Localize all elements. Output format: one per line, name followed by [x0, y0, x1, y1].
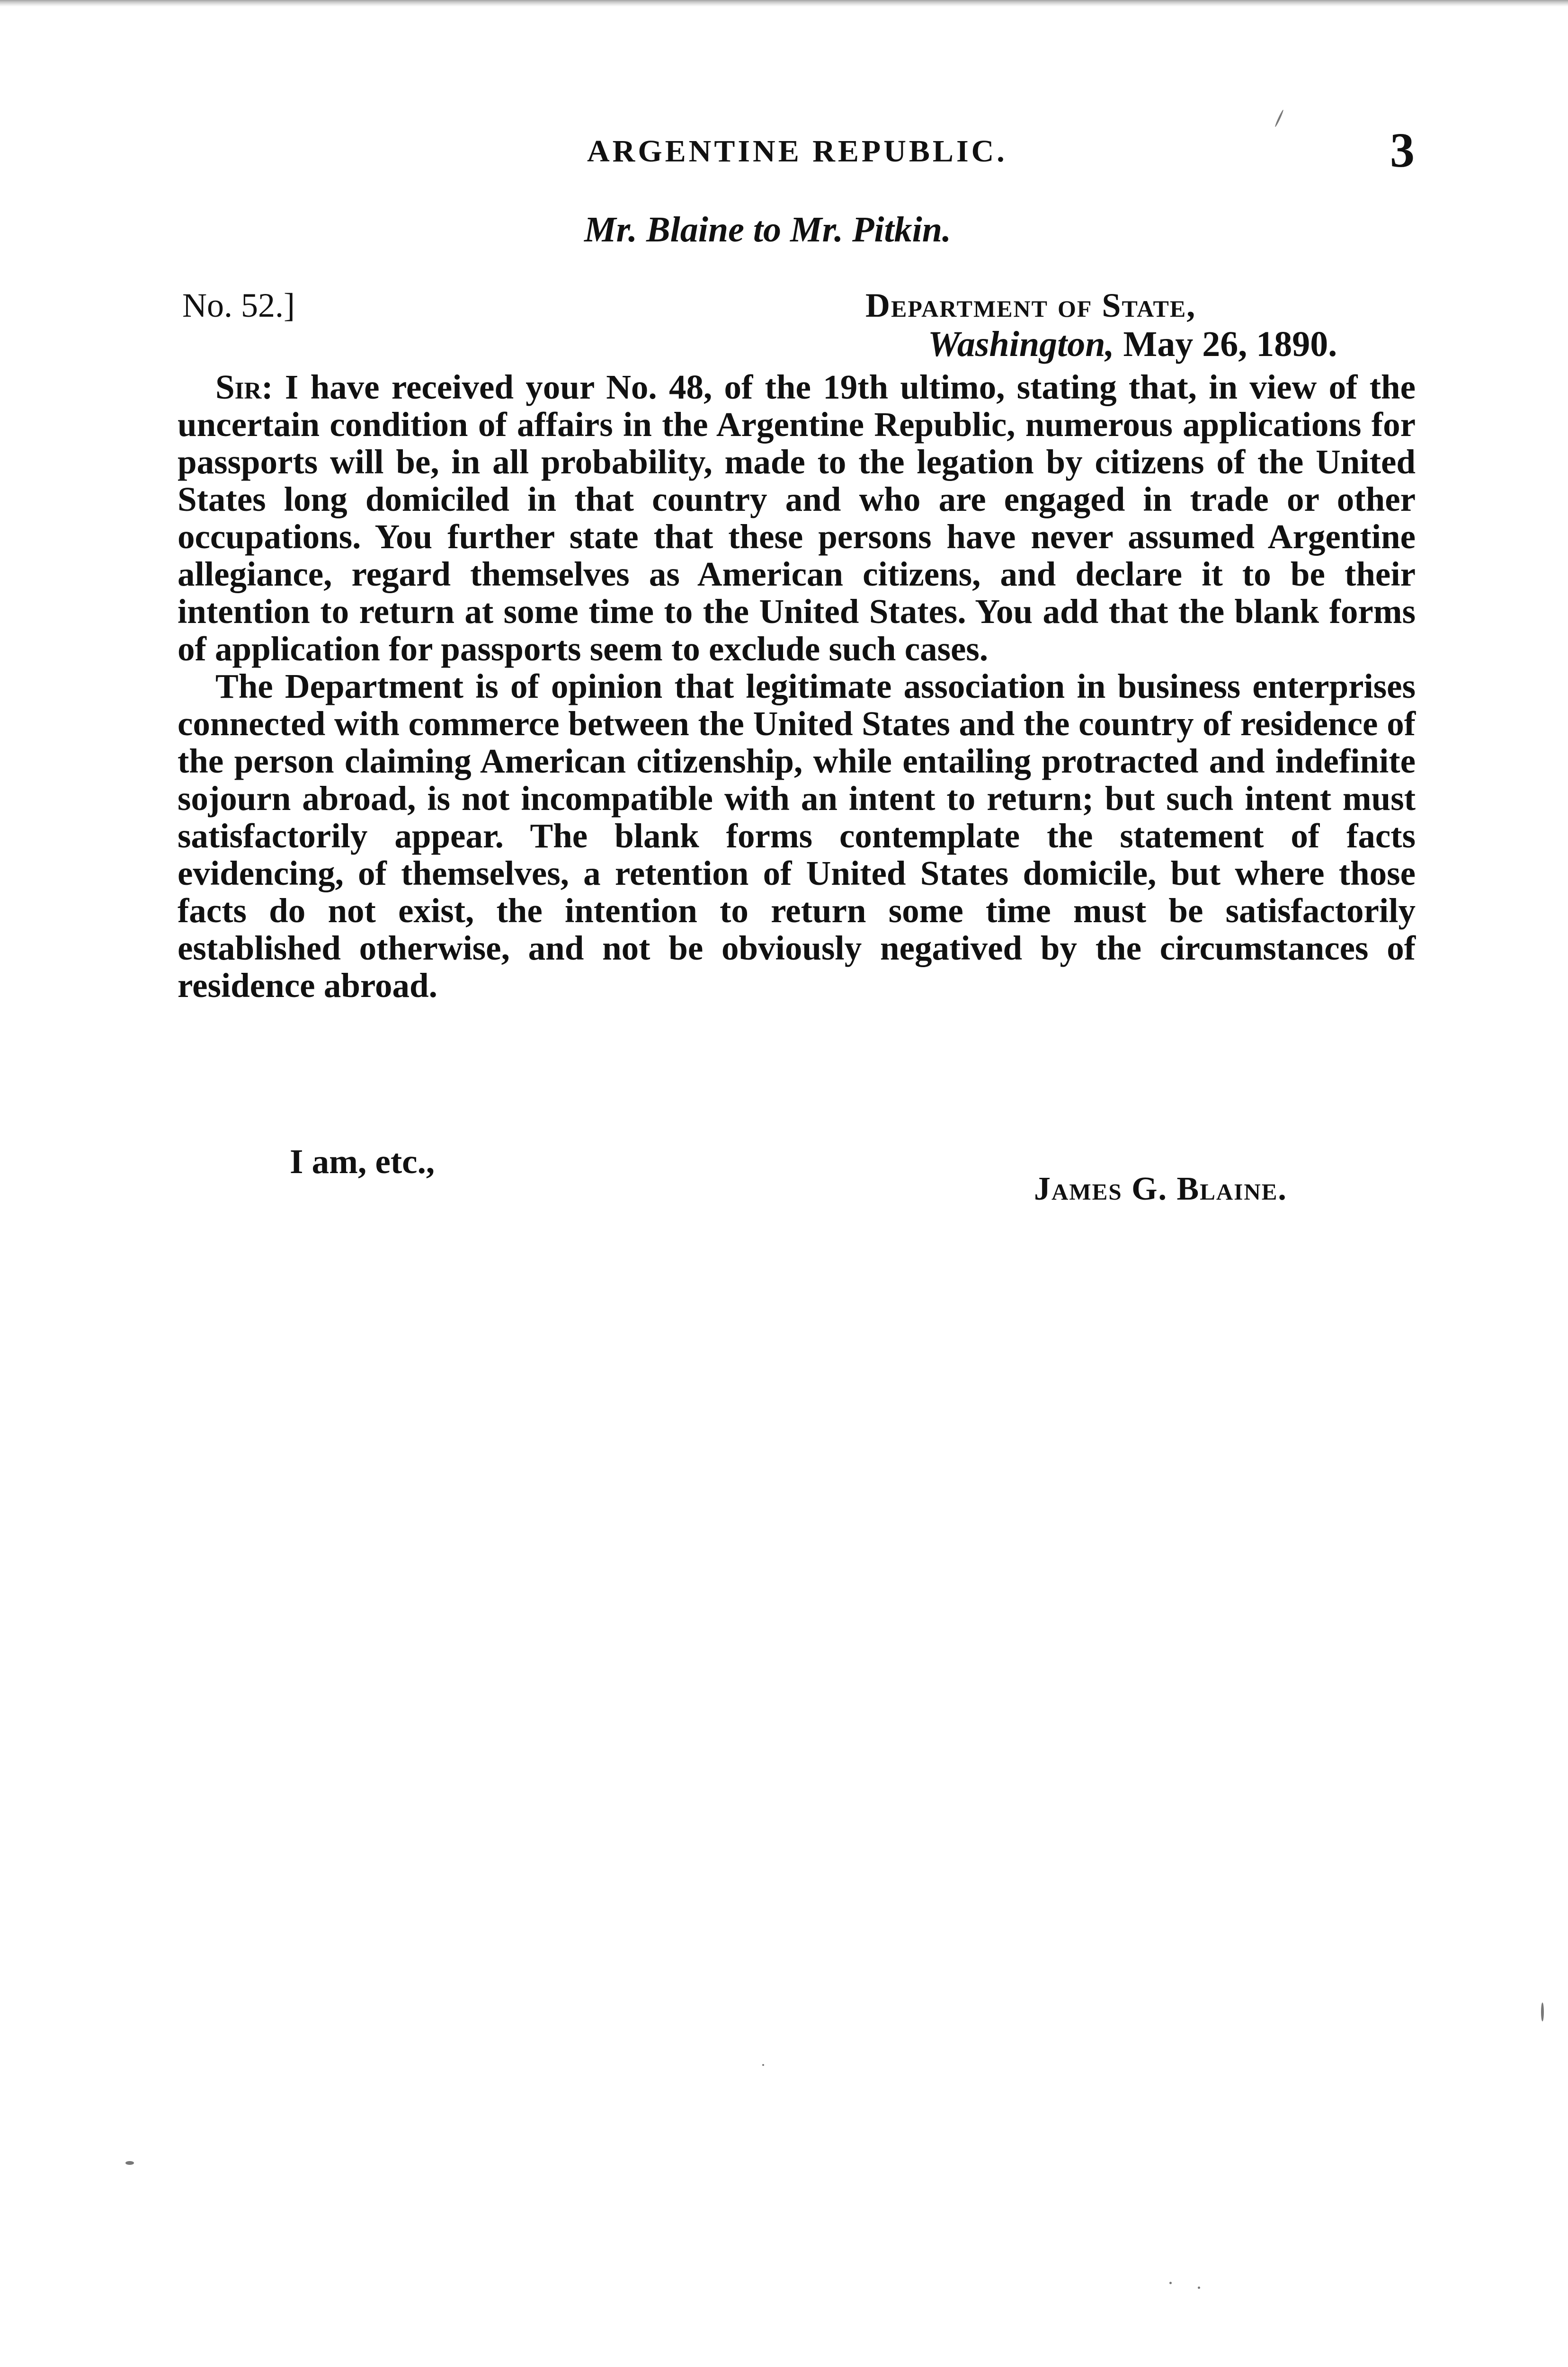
- scan-top-edge: [0, 0, 1568, 7]
- date: May 26, 1890.: [1123, 324, 1337, 364]
- page-number: 3: [1390, 123, 1415, 178]
- scan-speck: [1274, 109, 1284, 127]
- letter-number: No. 52.]: [182, 286, 295, 324]
- scan-speck: [1169, 2282, 1172, 2284]
- body-paragraph: The Department is of opinion that legitimate association in business enterprises connected with commerce between the United States and the country of residence of the person claiming American citizenship, while entailing protracted and indefinite sojourn abroad, is not incompatible with an intent to return; but such intent must satisfactorily appear. The blank forms contemplate the statement of facts evidencing, of themselves, a retention of United States domicile, but where those facts do not exist, the intention to return some time must be satisfactorily established otherwise, and not be obviously negatived by the circumstances of residence abroad.: [178, 667, 1416, 1005]
- closing: I am, etc.,: [290, 1142, 435, 1181]
- scan-speck: [762, 2064, 764, 2066]
- place-date-line: [928, 324, 1337, 365]
- scan-speck: [1198, 2287, 1200, 2289]
- place: Washington,: [928, 324, 1114, 364]
- salutation: Sir: [215, 368, 262, 406]
- letter-title: Mr. Blaine to Mr. Pitkin.: [584, 210, 951, 249]
- paragraph-text: : I have received your No. 48, of the 19th ultimo, stating that, in view of the uncertain condition of affairs in the Argentine Republic, numerous applications for passports will be, in all probability, made to the legation by citizens of the United States long domiciled in that country and who are engaged in trade or other occupations. You further state that these persons have never assumed Argentine allegiance, regard themselves as American citizens, and declare it to be their intention to return at some time to the United States. You add that the blank forms of application for passports seem to exclude such cases.: [178, 368, 1416, 668]
- running-head: ARGENTINE REPUBLIC.: [587, 134, 1007, 169]
- letter-body: [178, 368, 1416, 1004]
- signature: James G. Blaine.: [1034, 1171, 1287, 1207]
- department-heading: Department of State,: [865, 286, 1196, 324]
- body-paragraph: [178, 368, 1416, 667]
- scan-speck: [125, 2161, 134, 2165]
- scan-speck: [1541, 2002, 1544, 2021]
